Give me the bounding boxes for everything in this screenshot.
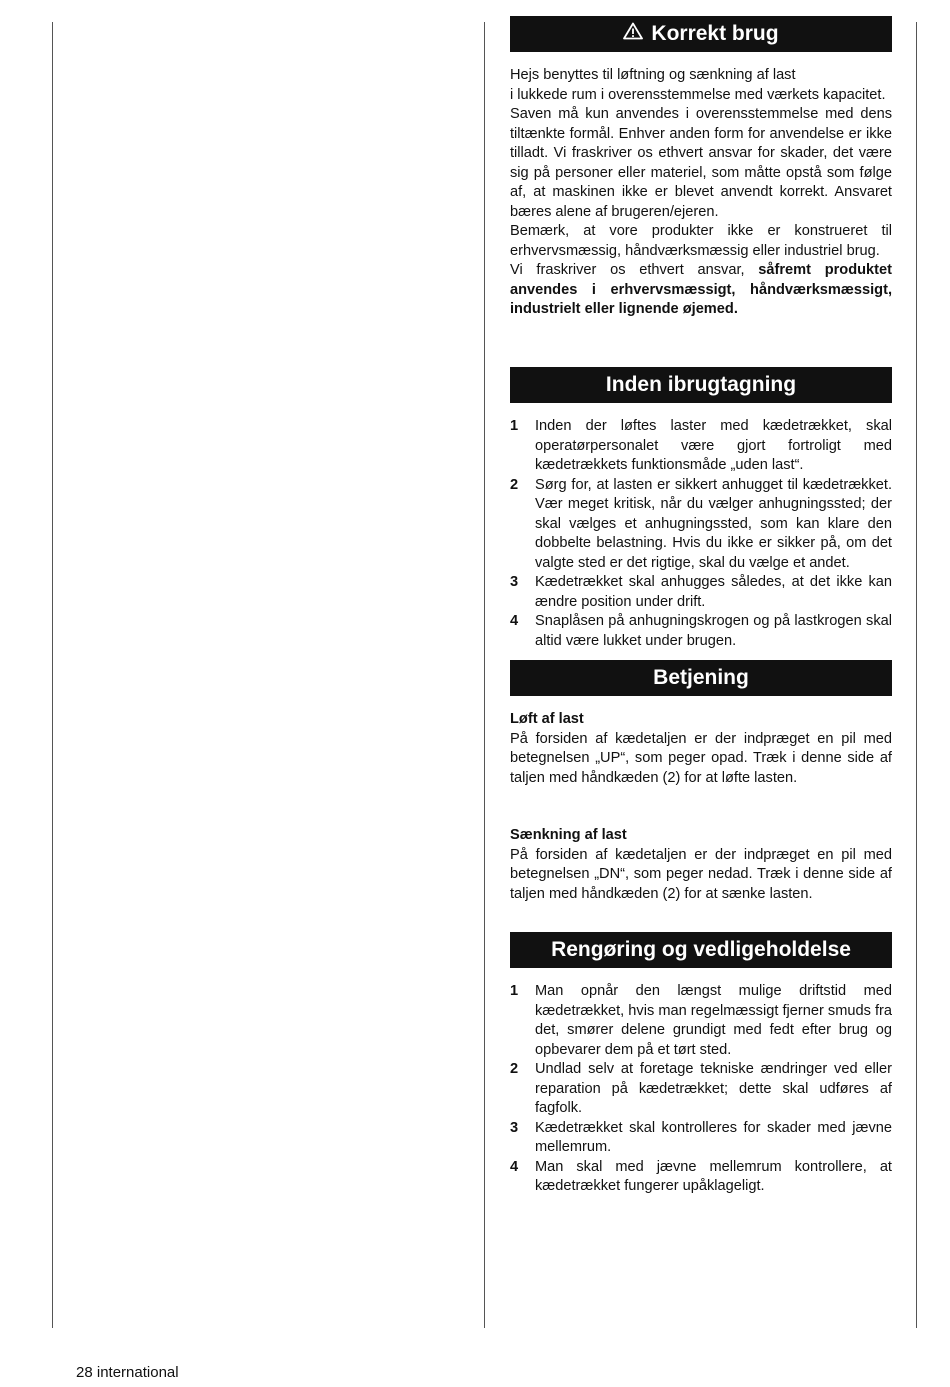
disclaimer-plain: Vi fraskriver os ethvert ansvar,: [510, 262, 759, 278]
list-item: [510, 1060, 892, 1119]
paragraph: Saven må kun anvendes i overensstemmelse med dens tiltænkte formål. Enhver anden form for anvendelse er ikke tilladt. Vi fraskriver os ethvert ansvar for skader, det være sig på personer eller materiel, som måtte opstå som følge af, at maskinen ikke er blevet anvendt korrekt. Ansvaret bæres alene af brugeren/ejeren.: [510, 106, 892, 220]
page-number: 28: [76, 1364, 93, 1381]
subheading-lift: Løft af last: [510, 711, 584, 727]
section-title: Inden ibrugtagning: [605, 373, 797, 396]
paragraph: Hejs benyttes til løftning og sænkning af last: [510, 67, 796, 83]
list-text: Inden der løftes laster med kædetrækket, skal operatørpersonalet være gjort fortroligt med kædetrækkets funktionsmåde „uden last“.: [535, 418, 892, 473]
operation-lift-body: [510, 710, 892, 788]
list-number: 1: [510, 418, 519, 434]
section-title: Korrekt brug: [651, 22, 779, 45]
page-footer: [76, 1364, 179, 1381]
list-text: Man skal med jævne mellemrum kontrollere, at kædetrækket fungerer upåklageligt.: [535, 1158, 892, 1194]
column-divider-rule: [484, 22, 485, 1328]
before-use-body: [510, 417, 892, 651]
section-header-correct-use: [510, 16, 892, 52]
list-text: Snaplåsen på anhugningskrogen og på lastkrogen skal altid være lukket under brugen.: [535, 613, 892, 649]
left-margin-rule: [52, 22, 53, 1328]
paragraph: På forsiden af kædetaljen er der indpræget en pil med betegnelsen „DN“, som peger nedad. Træk i denne side af taljen med håndkæden (2) for at sænke lasten.: [510, 846, 892, 902]
footer-label: international: [96, 1364, 179, 1381]
list-item: [510, 417, 892, 476]
list-number: 2: [510, 476, 519, 493]
list-number: 1: [510, 983, 519, 999]
list-text: Kædetrækket skal anhugges således, at det ikke kan ændre position under drift.: [535, 574, 892, 610]
paragraph: På forsiden af kædetaljen er der indpræget en pil med betegnelsen „UP“, som peger opad. Træk i denne side af taljen med håndkæden (2) for at løfte lasten.: [510, 730, 892, 786]
section-header-maintenance: [510, 932, 892, 968]
list-item: [510, 1119, 892, 1158]
maintenance-body: [510, 982, 892, 1197]
operation-lower-body: [510, 826, 892, 904]
section-title: Rengøring og vedligeholdelse: [551, 938, 851, 961]
list-number: 3: [510, 574, 519, 590]
section-header-before-use: [510, 367, 892, 403]
correct-use-body: [510, 66, 892, 320]
subheading-lower: Sænkning af last: [510, 827, 627, 843]
section-header-operation: [510, 660, 892, 696]
numbered-list: [510, 982, 892, 1197]
right-margin-rule: [916, 22, 917, 1328]
numbered-list: [510, 417, 892, 651]
list-number: 4: [510, 1158, 519, 1175]
section-title: Betjening: [653, 666, 749, 689]
warning-triangle-icon: [623, 22, 643, 46]
list-text: Undlad selv at foretage tekniske ændringer ved eller reparation på kædetrækket; dette skal udføres af fagfolk.: [535, 1061, 892, 1116]
list-item: [510, 612, 892, 651]
list-item: [510, 1158, 892, 1197]
list-item: [510, 982, 892, 1060]
paragraph: i lukkede rum i overensstemmelse med værkets kapacitet.: [510, 86, 886, 103]
list-number: 2: [510, 1061, 519, 1077]
list-text: Sørg for, at lasten er sikkert anhugget til kædetrækket. Vær meget kritisk, når du vælger anhugningssted; der skal vælges et anhugningssted, som kan klare den dobbelte belastning. Hvis du ikke er sikker på, om det valgte sted er det rigtige, skal du vælge et andet.: [535, 476, 892, 571]
list-text: Kædetrækket skal kontrolleres for skader med jævne mellemrum.: [535, 1119, 892, 1155]
list-item: [510, 573, 892, 612]
paragraph-disclaimer: [510, 261, 892, 320]
list-number: 3: [510, 1119, 519, 1136]
disclaimer-bold: såfremt produktet anvendes i erhvervsmæssigt, håndværksmæssigt, industrielt eller lignende øjemed.: [510, 262, 892, 317]
list-item: [510, 476, 892, 574]
paragraph: Bemærk, at vore produkter ikke er konstrueret til erhvervsmæssig, håndværksmæssig eller industriel brug.: [510, 223, 892, 259]
list-text: Man opnår den længst mulige driftstid med kædetrækket, hvis man regelmæssigt fjerner smuds fra det, smører delene grundigt med fedt efter brug og opbevarer dem på et tørt sted.: [535, 983, 892, 1058]
list-number: 4: [510, 613, 519, 629]
